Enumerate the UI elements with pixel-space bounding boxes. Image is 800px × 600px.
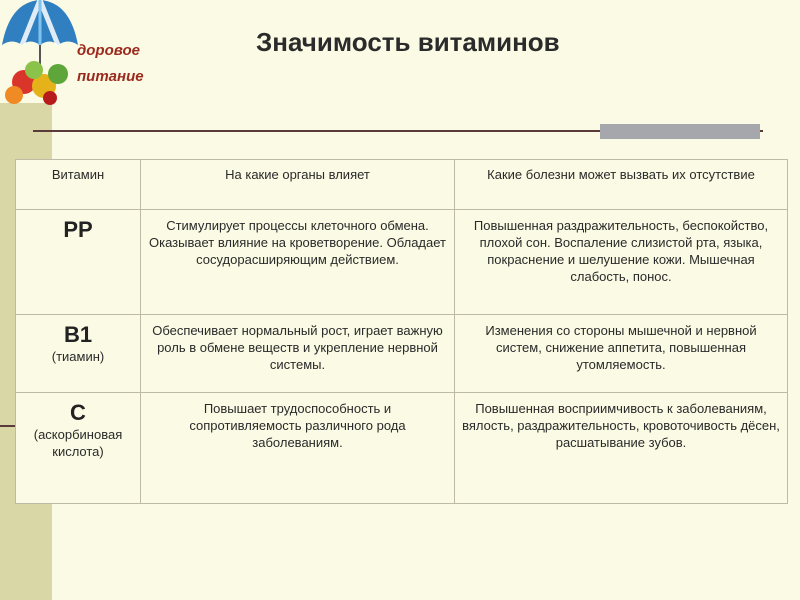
title-accent-block [600,124,760,139]
effects-cell [141,210,455,315]
logo-text [77,38,144,90]
vitamin-subname: (аскорбиновая кислота) [33,427,123,459]
effects-text: Оказывает влияние на кроветворение. Обладает сосудорасширяющим действием. [149,235,446,267]
header-vitamin: Витамин [16,160,141,210]
vitamin-subname: (тиамин) [51,349,105,364]
vitamin-cell [16,393,141,504]
header-diseases: Какие болезни может вызвать их отсутствие [455,160,788,210]
vitamin-name: B1 [63,322,93,347]
table-header-row [16,160,788,210]
effects-cell: Повышает трудоспособность и сопротивляемость различного рода заболеваниям. [141,393,455,504]
umbrella-fruit-logo [0,0,80,105]
effects-text: Стимулирует процессы клеточного обмена. [166,218,429,233]
deficiency-cell: Изменения со стороны мышечной и нервной систем, снижение аппетита, повышенная утомляемость. [455,315,788,393]
effects-cell: Обеспечивает нормальный рост, играет важную роль в обмене веществ и укрепление нервной системы. [141,315,455,393]
table-row [16,210,788,315]
vitamin-cell [16,315,141,393]
table-row [16,393,788,504]
logo-text-line2: питание [77,68,144,85]
vitamins-table [15,159,788,504]
logo-text-line1: доровое [77,42,140,59]
vitamin-name: C [70,400,86,425]
header-organs: На какие органы влияет [141,160,455,210]
vitamin-cell [16,210,141,315]
deficiency-cell: Повышенная восприимчивость к заболеваниям, вялость, раздражительность, кровоточивость дёсен, расшатывание зубов. [455,393,788,504]
deficiency-cell: Повышенная раздражительность, беспокойство, плохой сон. Воспаление слизистой рта, языка, покраснение и шелушение кожи. Мышечная слабость, понос. [455,210,788,315]
table-row [16,315,788,393]
page-title: Значимость витаминов [256,27,560,57]
vitamin-name: PP [63,217,93,242]
